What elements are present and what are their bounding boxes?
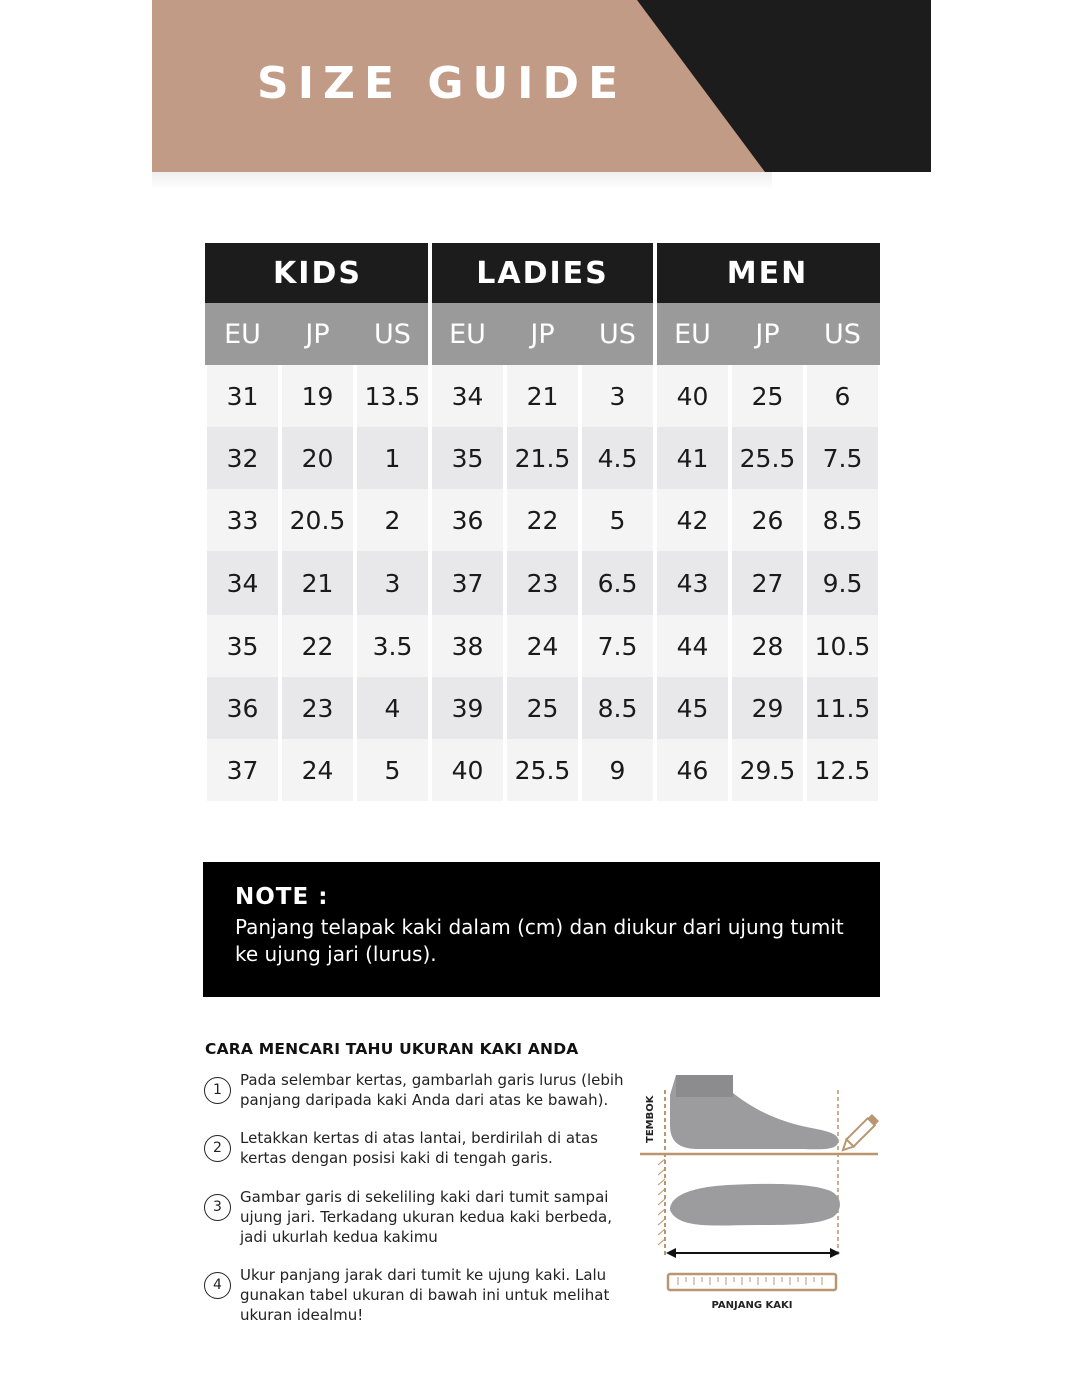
table-cell: 6.5 xyxy=(582,551,653,615)
table-cell: 31 xyxy=(207,365,278,427)
table-cell: 35 xyxy=(207,615,278,677)
table-cell: 21 xyxy=(282,551,353,615)
arrow-right-icon xyxy=(830,1248,840,1258)
table-cell: 9.5 xyxy=(807,551,878,615)
wall-label: TEMBOK xyxy=(645,1095,656,1143)
table-cell: 25.5 xyxy=(507,739,578,801)
table-cell: 3 xyxy=(357,551,428,615)
table-cell: 24 xyxy=(282,739,353,801)
table-cell: 10.5 xyxy=(807,615,878,677)
table-cell: 36 xyxy=(207,677,278,739)
step-text: Letakkan kertas di atas lantai, berdirilah di atas kertas dengan posisi kaki di tengah garis. xyxy=(240,1129,598,1167)
table-cell: 40 xyxy=(657,365,728,427)
table-cell: 23 xyxy=(507,551,578,615)
wall-hatch xyxy=(658,1159,665,1245)
table-cell: 44 xyxy=(657,615,728,677)
table-cell: 25 xyxy=(732,365,803,427)
table-cell: 11.5 xyxy=(807,677,878,739)
table-cell: 7.5 xyxy=(807,427,878,489)
step-number-circle: 1 xyxy=(204,1077,231,1104)
footprint-icon xyxy=(670,1184,840,1226)
table-cell: 27 xyxy=(732,551,803,615)
table-cell: 22 xyxy=(507,489,578,551)
table-cell: 8.5 xyxy=(807,489,878,551)
group-separator xyxy=(653,243,657,805)
column-header: EU xyxy=(430,303,505,365)
table-cell: 3.5 xyxy=(357,615,428,677)
column-header: EU xyxy=(205,303,280,365)
table-cell: 9 xyxy=(582,739,653,801)
banner-title: SIZE GUIDE xyxy=(257,58,628,109)
table-cell: 28 xyxy=(732,615,803,677)
step-text: Pada selembar kertas, gambarlah garis lurus (lebih panjang daripada kaki Anda dari atas ke bawah). xyxy=(240,1071,624,1109)
table-cell: 5 xyxy=(582,489,653,551)
table-cell: 8.5 xyxy=(582,677,653,739)
table-cell: 33 xyxy=(207,489,278,551)
table-cell: 25.5 xyxy=(732,427,803,489)
table-cell: 4 xyxy=(357,677,428,739)
table-cell: 3 xyxy=(582,365,653,427)
size-guide-banner xyxy=(152,0,931,172)
table-cell: 7.5 xyxy=(582,615,653,677)
table-cell: 38 xyxy=(432,615,503,677)
table-cell: 25 xyxy=(507,677,578,739)
column-header: EU xyxy=(655,303,730,365)
group-header-ladies: LADIES xyxy=(430,243,655,303)
foot-measure-diagram xyxy=(638,1065,888,1320)
note-title: NOTE : xyxy=(235,884,329,910)
table-cell: 40 xyxy=(432,739,503,801)
column-header: JP xyxy=(280,303,355,365)
table-cell: 39 xyxy=(432,677,503,739)
table-cell: 34 xyxy=(207,551,278,615)
table-cell: 42 xyxy=(657,489,728,551)
table-cell: 20.5 xyxy=(282,489,353,551)
step-number-circle: 3 xyxy=(204,1194,231,1221)
table-cell: 43 xyxy=(657,551,728,615)
table-cell: 19 xyxy=(282,365,353,427)
column-header: US xyxy=(805,303,880,365)
table-cell: 37 xyxy=(207,739,278,801)
step-number-circle: 4 xyxy=(204,1272,231,1299)
table-cell: 24 xyxy=(507,615,578,677)
table-cell: 5 xyxy=(357,739,428,801)
column-header: JP xyxy=(730,303,805,365)
column-header: JP xyxy=(505,303,580,365)
table-cell: 21.5 xyxy=(507,427,578,489)
pencil-icon xyxy=(839,1114,879,1154)
table-cell: 20 xyxy=(282,427,353,489)
table-cell: 13.5 xyxy=(357,365,428,427)
table-cell: 29 xyxy=(732,677,803,739)
table-cell: 22 xyxy=(282,615,353,677)
column-header: US xyxy=(355,303,430,365)
table-cell: 46 xyxy=(657,739,728,801)
table-cell: 23 xyxy=(282,677,353,739)
column-header: US xyxy=(580,303,655,365)
table-cell: 1 xyxy=(357,427,428,489)
leg-shape xyxy=(676,1075,733,1097)
step-text: Ukur panjang jarak dari tumit ke ujung kaki. Lalu gunakan tabel ukuran di bawah ini untuk melihat ukuran idealmu! xyxy=(240,1266,610,1324)
arrow-left-icon xyxy=(666,1248,676,1258)
table-cell: 35 xyxy=(432,427,503,489)
table-cell: 26 xyxy=(732,489,803,551)
group-header-kids: KIDS xyxy=(205,243,430,303)
group-separator xyxy=(428,243,432,805)
banner-shadow xyxy=(152,172,772,190)
ruler-icon xyxy=(668,1274,836,1290)
table-cell: 41 xyxy=(657,427,728,489)
note-box xyxy=(203,862,880,997)
table-cell: 4.5 xyxy=(582,427,653,489)
table-cell: 2 xyxy=(357,489,428,551)
table-cell: 29.5 xyxy=(732,739,803,801)
table-cell: 37 xyxy=(432,551,503,615)
step-number-circle: 2 xyxy=(204,1135,231,1162)
table-cell: 45 xyxy=(657,677,728,739)
step-text: Gambar garis di sekeliling kaki dari tumit sampai ujung jari. Terkadang ukuran kedua kaki berbeda, jadi ukurlah kedua kakimu xyxy=(240,1188,612,1246)
table-cell: 21 xyxy=(507,365,578,427)
group-header-men: MEN xyxy=(655,243,880,303)
size-table xyxy=(205,243,880,805)
length-label: PANJANG KAKI xyxy=(711,1300,793,1311)
table-cell: 36 xyxy=(432,489,503,551)
howto-title: CARA MENCARI TAHU UKURAN KAKI ANDA xyxy=(205,1040,579,1058)
table-cell: 34 xyxy=(432,365,503,427)
table-cell: 32 xyxy=(207,427,278,489)
note-text: Panjang telapak kaki dalam (cm) dan diukur dari ujung tumit ke ujung jari (lurus). xyxy=(235,915,844,966)
table-cell: 6 xyxy=(807,365,878,427)
table-cell: 12.5 xyxy=(807,739,878,801)
